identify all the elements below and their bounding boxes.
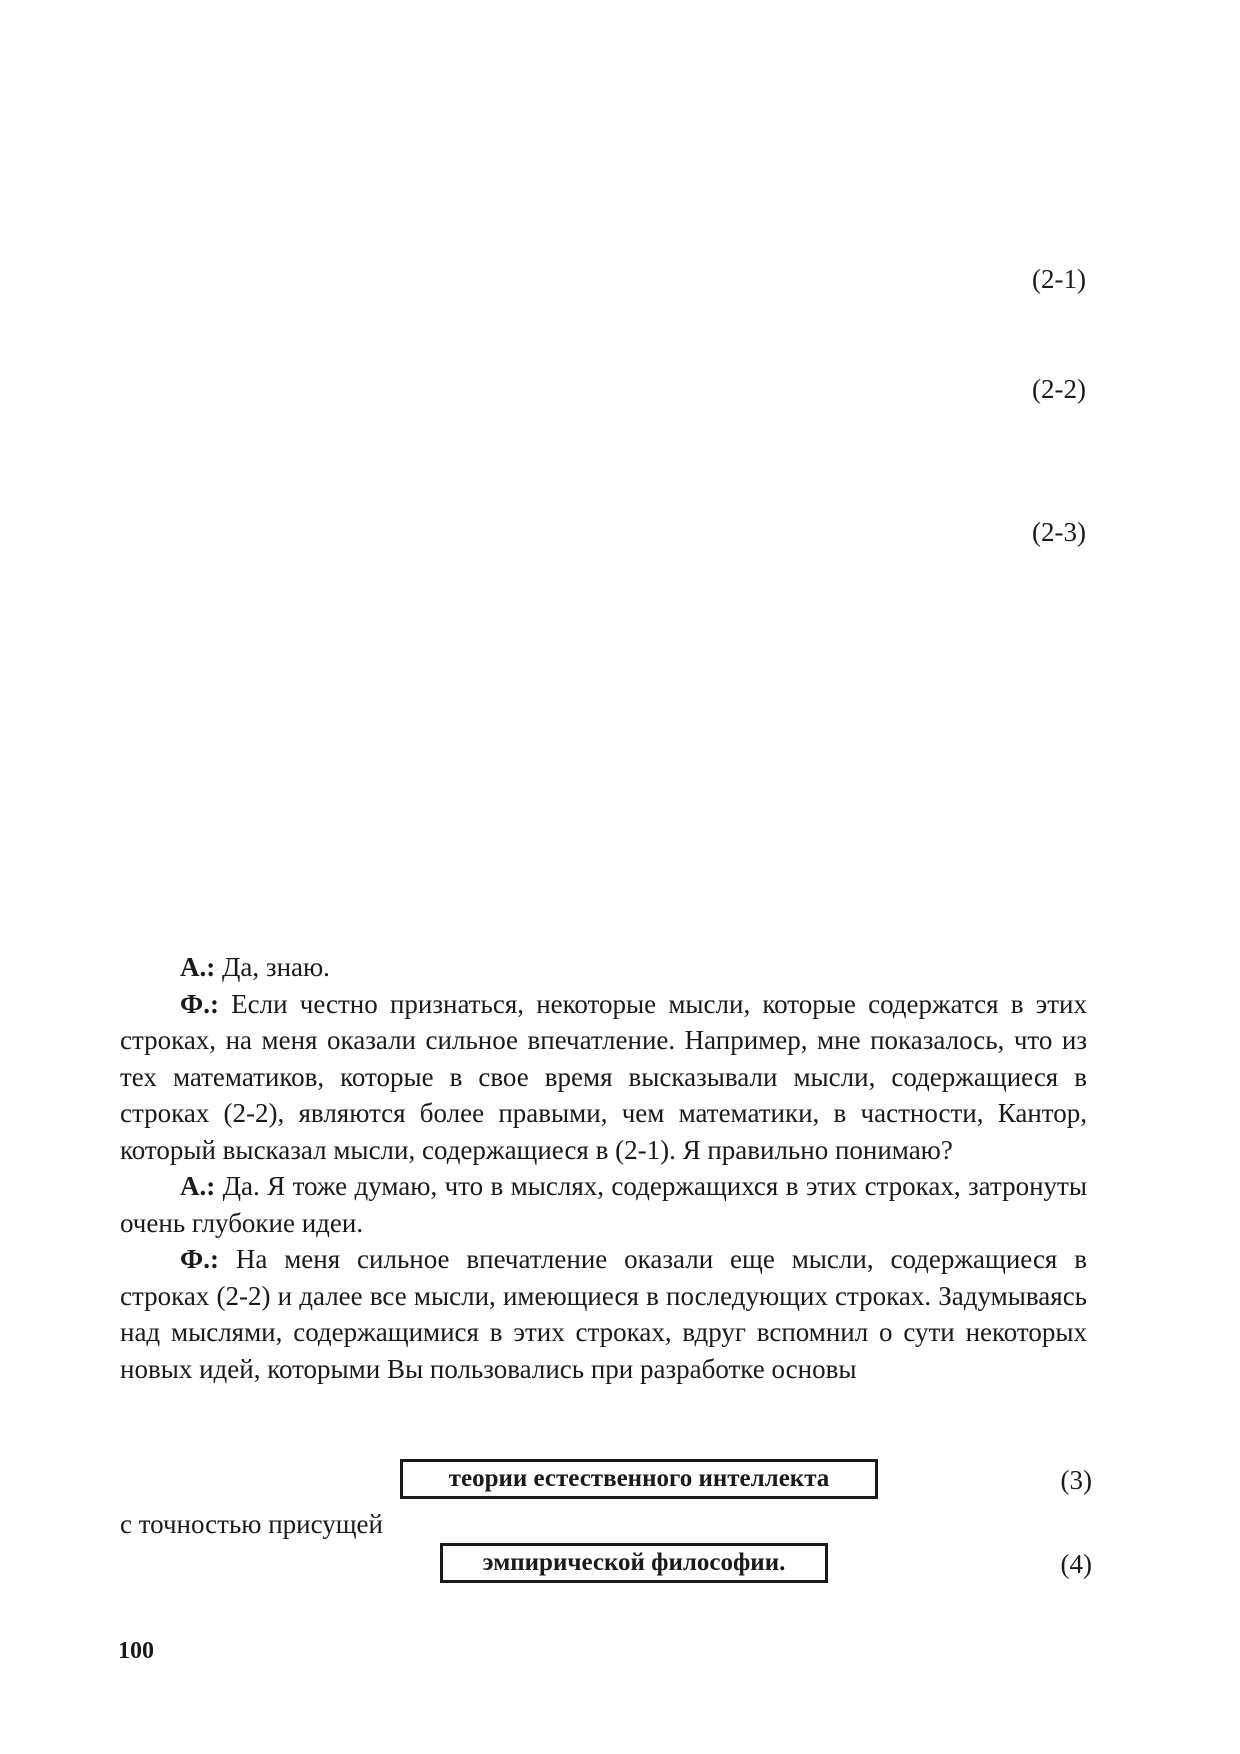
paragraph-text: Да, знаю.: [215, 952, 330, 982]
equation-number: (2-2): [1032, 374, 1086, 404]
boxed-term: теории естественного интеллекта: [400, 1459, 878, 1499]
formula-number: (3): [1060, 1465, 1092, 1495]
speaker-label: А.:: [180, 1171, 216, 1201]
paragraph-text: На меня сильное впечатление оказали еще мысли, содержащиеся в строках (2-2) и далее все мысли, имеющиеся в последующих строках. Задумываясь над мыслями, содержащимися в этих строках, вдруг вспомнил о сути некоторых новых идей, которыми Вы пользовались при разработке основы: [120, 1244, 1087, 1384]
dialogue-paragraph: [120, 1241, 1087, 1387]
boxed-term: эмпирической философии.: [440, 1543, 828, 1583]
speaker-label: Ф.:: [180, 1244, 219, 1274]
boxed-formula-row: [0, 1543, 1240, 1591]
equation-number: (2-3): [1032, 517, 1086, 547]
speaker-label: А.:: [180, 952, 216, 982]
dialogue-paragraph: [120, 986, 1087, 1169]
connecting-text: с точностью присущей: [120, 1509, 383, 1539]
dialogue-body: [120, 949, 1087, 1387]
boxed-formula-row: [0, 1459, 1240, 1507]
equation-number: (2-1): [1032, 264, 1086, 294]
paragraph-text: Если честно признаться, некоторые мысли, которые содержатся в этих строках, на меня оказали сильное впечатление. Например, мне показалось, что из тех математиков, которые в свое время высказывали мысли, содержащиеся в строках (2-2), являются более правыми, чем математики, в частности, Кантор, который высказал мысли, содержащиеся в (2-1). Я правильно понимаю?: [120, 988, 1087, 1165]
formula-number: (4): [1060, 1549, 1092, 1579]
paragraph-text: Да. Я тоже думаю, что в мыслях, содержащихся в этих строках, затронуты очень глубокие идеи.: [120, 1171, 1087, 1238]
dialogue-paragraph: [120, 949, 1087, 986]
speaker-label: Ф.:: [180, 988, 219, 1019]
page-number: 100: [118, 1638, 154, 1664]
dialogue-paragraph: [120, 1168, 1087, 1241]
